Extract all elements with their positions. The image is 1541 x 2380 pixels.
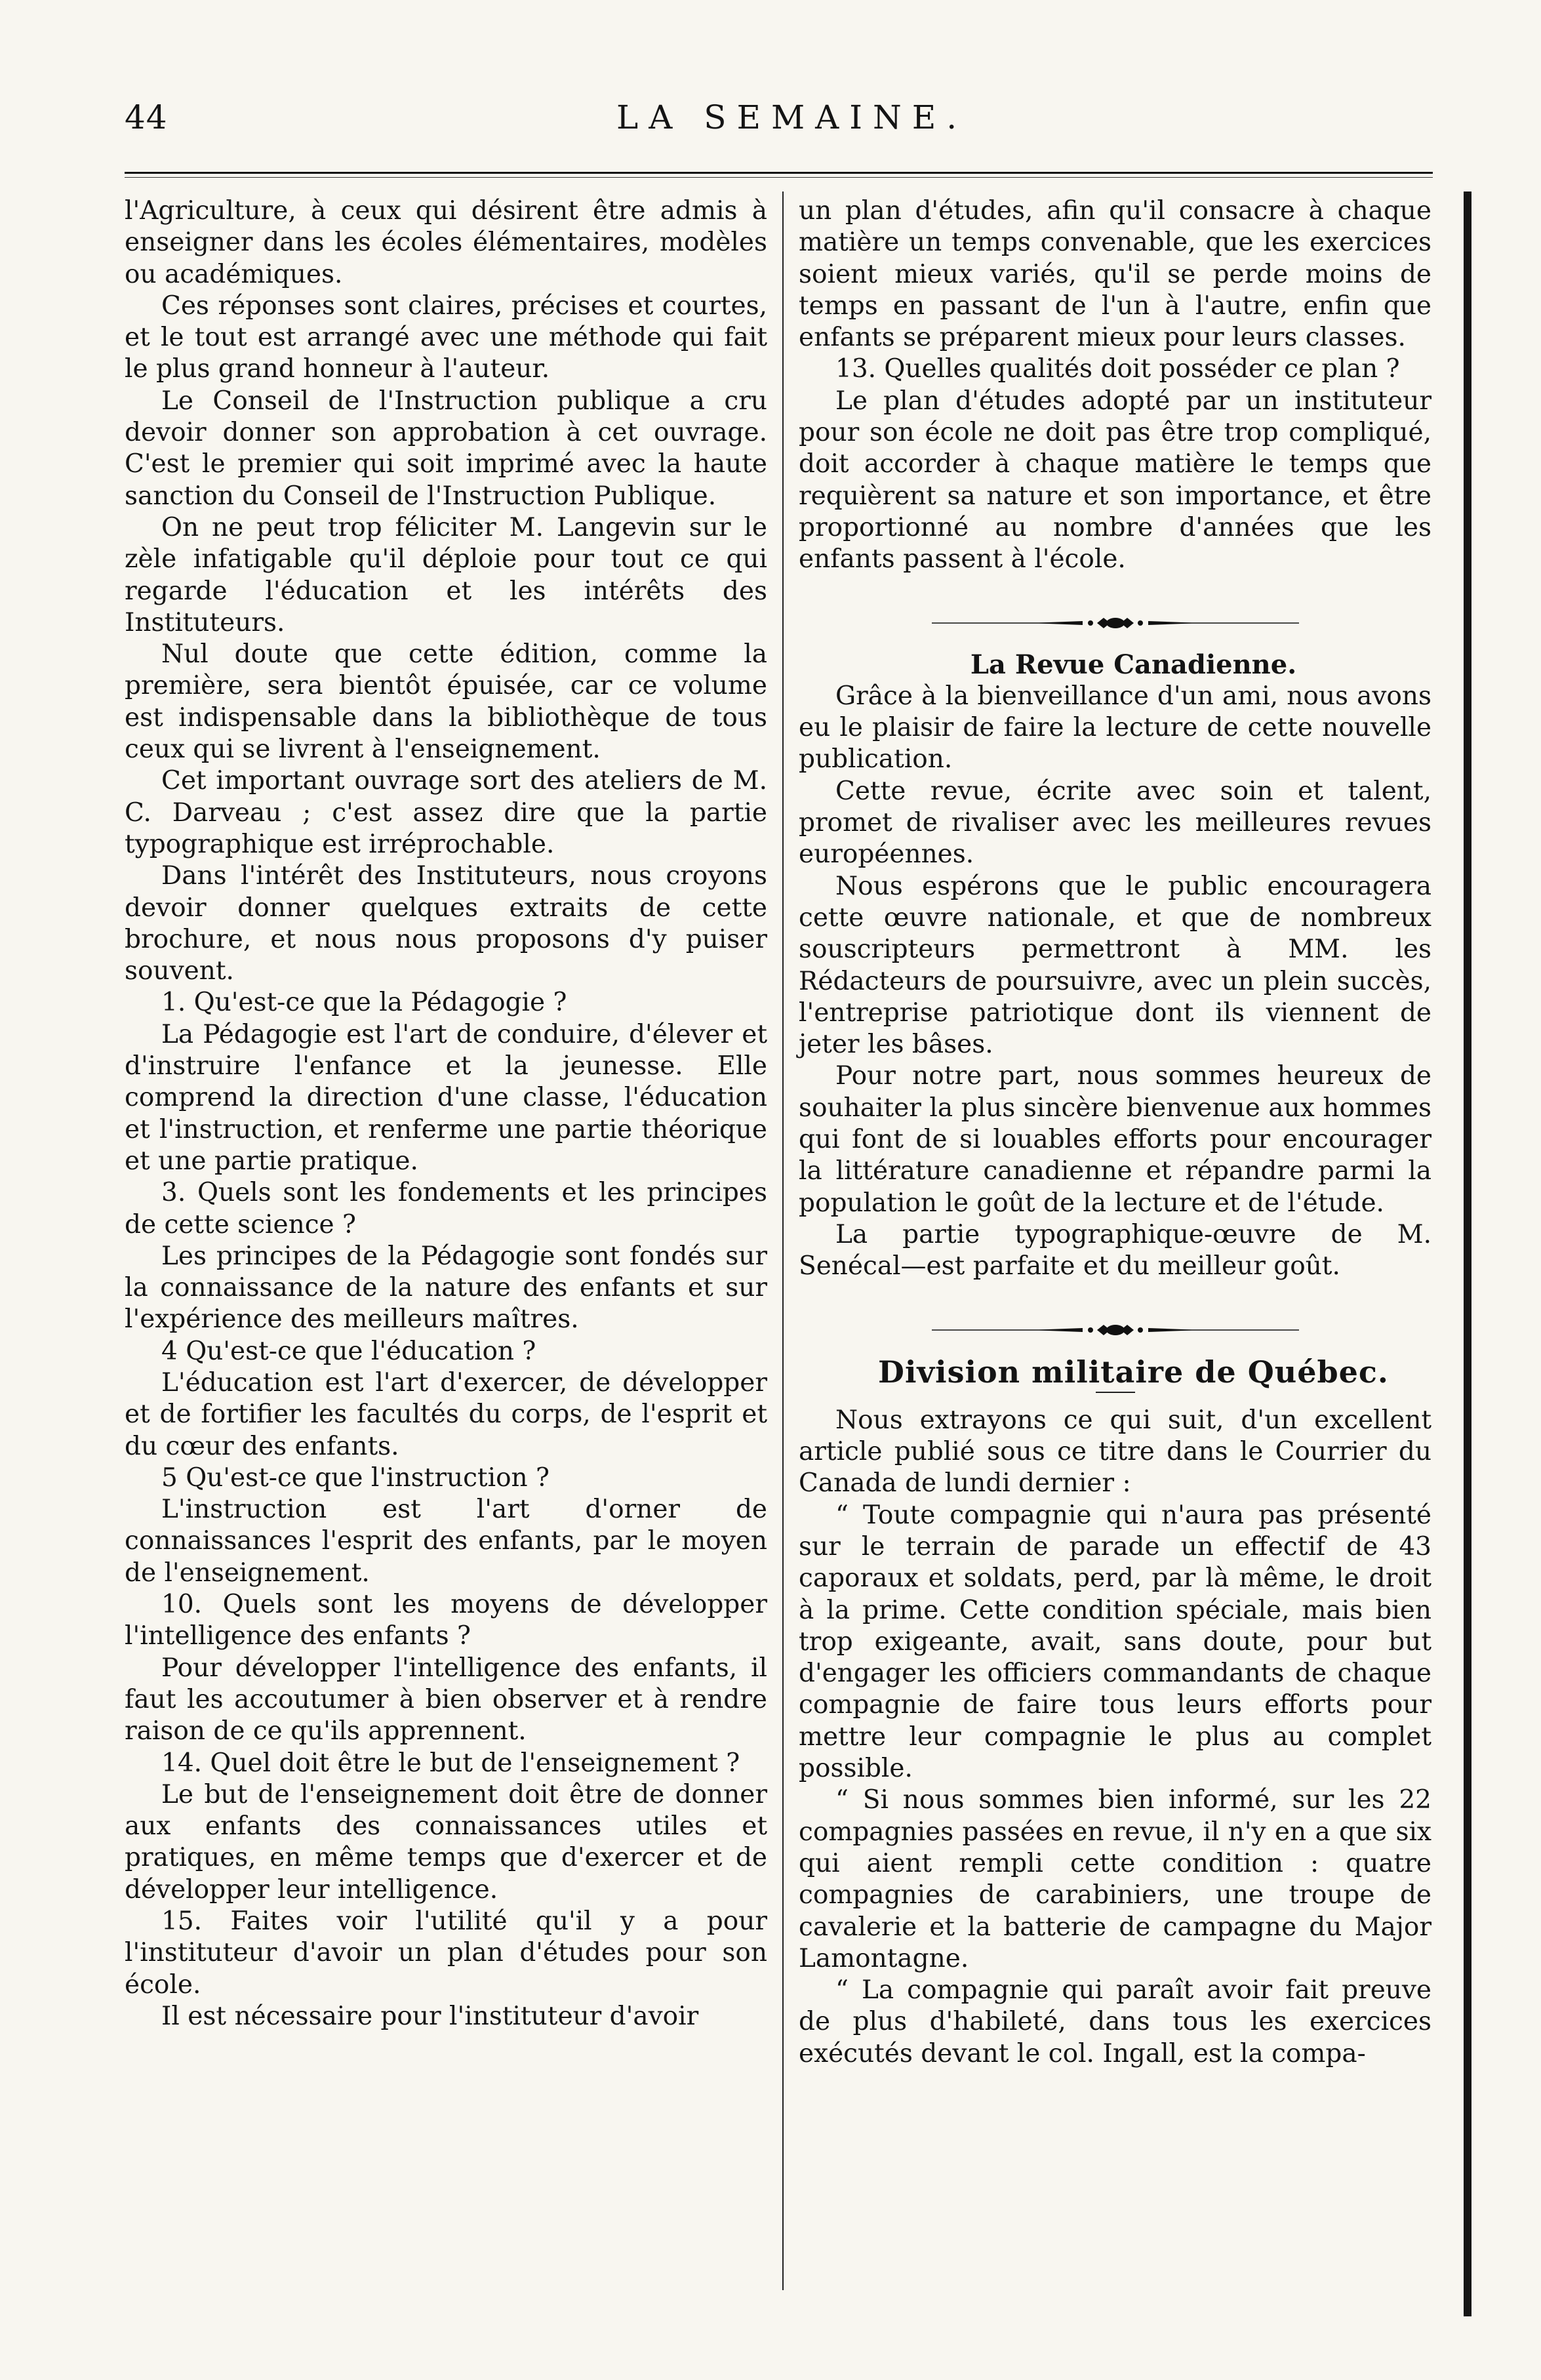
paragraph: L'éducation est l'art d'exercer, de développer et de fortifier les facultés du corps, de l'esprit et du cœur des enfants. [125,1367,767,1461]
paragraph: Cet important ouvrage sort des ateliers de M. C. Darveau ; c'est assez dire que la partie typographique est irréprochable. [125,766,767,859]
question: 5 Qu'est-ce que l'instruction ? [161,1462,550,1493]
paragraph: On ne peut trop féliciter M. Langevin sur le zèle infatigable qu'il déploie pour tout ce qui regarde l'éducation et les intérêts des Instituteurs. [125,512,767,637]
question: 13. Quelles qualités doit posséder ce plan ? [835,354,1400,384]
paragraph: Il est nécessaire pour l'instituteur d'avoir [161,2001,699,2031]
paragraph: Le plan d'études adopté par un instituteur pour son école ne doit pas être trop compliqué, doit accorder à chaque matière le temps que requièrent sa nature et son importance, et être proportionné au nombre d'années que les enfants passent à l'école. [799,386,1431,575]
question: 14. Quel doit être le but de l'enseignement ? [161,1748,740,1778]
paragraph: La partie typographique-œuvre de M. Senécal—est parfaite et du meilleur goût. [799,1219,1431,1281]
paragraph: “ La compagnie qui paraît avoir fait preuve de plus d'habileté, dans tous les exercices exécutés devant le col. Ingall, est la compa- [799,1975,1431,2068]
paragraph: Ces réponses sont claires, précises et courtes, et le tout est arrangé avec une méthode qui fait le plus grand honneur à l'auteur. [125,291,767,384]
paragraph: l'Agriculture, à ceux qui désirent être admis à enseigner dans les écoles élémentaires, modèles ou académiques. [125,196,767,289]
paragraph: La Pédagogie est l'art de conduire, d'élever et d'instruire l'enfance et la jeunesse. Elle comprend la direction d'une classe, l'éducation et l'instruction, et renferme une partie théorique et une partie pratique. [125,1019,767,1176]
question: 15. Faites voir l'utilité qu'il y a pour l'instituteur d'avoir un plan d'études pour son école. [125,1906,767,2000]
question: 3. Quels sont les fondements et les principes de cette science ? [125,1178,767,1240]
paragraph: “ Si nous sommes bien informé, sur les 22 compagnies passées en revue, il n'y en a que six qui aient rempli cette condition : quatre compagnies de carabiniers, une troupe de cavalerie et la batterie de campagne du Major Lamontagne. [799,1785,1431,1973]
header-rule [125,172,1433,174]
right-column [799,195,1431,2070]
paragraph: L'instruction est l'art d'orner de connaissances l'esprit des enfants, par le moyen de l'enseignement. [125,1495,767,1588]
column-divider [782,192,784,2290]
left-column [125,195,767,2032]
paragraph: Les principes de la Pédagogie sont fondés sur la connaissance de la nature des enfants et sur l'expérience des meilleurs maîtres. [125,1241,767,1335]
short-rule [1096,1392,1135,1393]
paragraph: Le but de l'enseignement doit être de donner aux enfants des connaissances utiles et pratiques, en même temps que d'exercer et de développer leur intelligence. [125,1779,767,1905]
paragraph: un plan d'études, afin qu'il consacre à chaque matière un temps convenable, que les exercices soient mieux variés, qu'il se perde moins de temps en passant de l'un à l'autre, enfin que enfants se préparent mieux pour leurs classes. [799,196,1431,353]
paragraph: Nous extrayons ce qui suit, d'un excellent article publié sous ce titre dans le Courrier du Canada de lundi dernier : [799,1405,1431,1499]
paragraph: Grâce à la bienveillance d'un ami, nous avons eu le plaisir de faire la lecture de cette nouvelle publication. [799,681,1431,775]
paragraph: Dans l'intérêt des Instituteurs, nous croyons devoir donner quelques extraits de cette brochure, et nous nous proposons d'y puiser souvent. [125,861,767,986]
paragraph: “ Toute compagnie qui n'aura pas présenté sur le terrain de parade un effectif de 43 caporaux et soldats, perd, par là même, le droit à la prime. Cette condition spéciale, mais bien trop exigeante, avait, sans doute, pour but d'engager les officiers commandants de chaque compagnie de faire tous leurs efforts pour mettre leur compagnie le plus au complet possible. [799,1500,1431,1784]
paragraph: Le Conseil de l'Instruction publique a cru devoir donner son approbation à cet ouvrage. C'est le premier qui soit imprimé avec la haute sanction du Conseil de l'Instruction Publique. [125,386,767,511]
paragraph: Cette revue, écrite avec soin et talent, promet de rivaliser avec les meilleures revues européennes. [799,776,1431,870]
question: 10. Quels sont les moyens de développer l'intelligence des enfants ? [125,1590,767,1651]
paragraph: Nul doute que cette édition, comme la première, sera bientôt épuisée, car ce volume est indispensable dans la bibliothèque de tous ceux qui se livrent à l'enseignement. [125,639,767,765]
section-title-division: Division militaire de Québec. [878,1354,1389,1390]
question: 1. Qu'est-ce que la Pédagogie ? [161,988,567,1018]
question: 4 Qu'est-ce que l'éducation ? [161,1336,536,1366]
paragraph: Nous espérons que le public encouragera cette œuvre nationale, et que de nombreux souscripteurs permettront à MM. les Rédacteurs de poursuivre, avec un plein succès, l'entreprise patriotique dont ils viennent de jeter les bâses. [799,871,1431,1060]
paragraph: Pour notre part, nous sommes heureux de souhaiter la plus sincère bienvenue aux hommes qui font de si louables efforts pour encourager la littérature canadienne et répandre parmi la population le goût de la lecture et de l'étude. [799,1061,1431,1218]
page-edge-bar [1464,192,1471,2316]
paragraph: Pour développer l'intelligence des enfants, il faut les accoutumer à bien observer et à rendre raison de ce qu'ils apprennent. [125,1653,767,1746]
ornament-divider [799,603,1431,643]
page-number: 44 [125,98,168,136]
section-title-revue: La Revue Canadienne. [970,649,1297,680]
ornament-divider [799,1310,1431,1350]
journal-title: LA SEMAINE. [616,98,968,136]
